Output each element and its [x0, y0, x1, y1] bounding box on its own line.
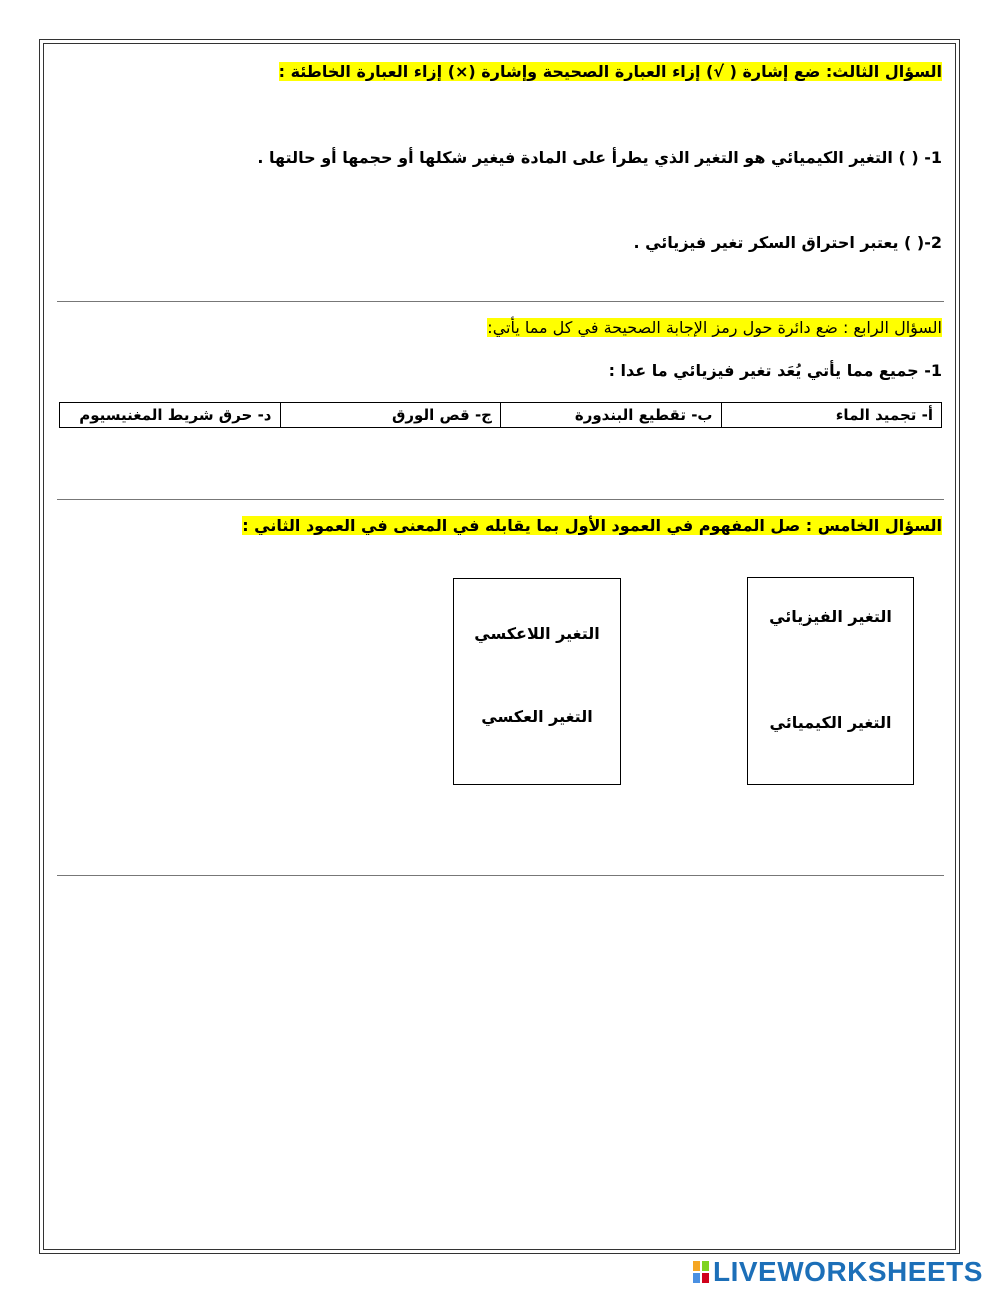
q3-item-1: 1- ( ) التغير الكيميائي هو التغير الذي يطرأ على المادة فيغير شكلها أو حجمها أو حالتها . — [257, 148, 942, 167]
meaning-reversible-change[interactable]: التغير العكسي — [481, 707, 593, 726]
q4-choices-table — [59, 402, 942, 428]
q3-title-text: السؤال الثالث: ضع إشارة ( √) إزاء العبارة الصحيحة وإشارة (×) إزاء العبارة الخاطئة : — [278, 62, 942, 81]
column-2-box — [453, 578, 621, 785]
choice-d[interactable]: د- حرق شريط المغنيسيوم — [79, 406, 272, 424]
section-divider — [57, 301, 944, 302]
q5-title-text: السؤال الخامس : صل المفهوم في العمود الأول بما يقابله في المعنى في العمود الثاني : — [242, 516, 942, 535]
column-1-box — [747, 577, 914, 785]
concept-chemical-change[interactable]: التغير الكيميائي — [769, 713, 892, 732]
q4-title-text: السؤال الرابع : ضع دائرة حول رمز الإجابة الصحيحة في كل مما يأتي: — [487, 318, 942, 337]
section-divider — [57, 875, 944, 876]
q4-question: 1- جميع مما يأتي يُعَد تغير فيزيائي ما عدا : — [608, 361, 942, 380]
logo-text: LIVEWORKSHEETS — [713, 1256, 983, 1287]
concept-physical-change[interactable]: التغير الفيزيائي — [769, 607, 892, 626]
liveworksheets-logo — [693, 1258, 983, 1286]
q4-title — [487, 318, 942, 337]
q5-title — [242, 516, 942, 535]
choice-b[interactable]: ب- تقطيع البندورة — [500, 403, 721, 427]
q3-title — [279, 62, 942, 81]
choice-a[interactable]: أ- تجميد الماء — [721, 403, 942, 427]
meaning-irreversible-change[interactable]: التغير اللاعكسي — [474, 624, 600, 643]
logo-blocks-icon — [693, 1261, 709, 1283]
choice-c[interactable]: ج- قص الورق — [280, 403, 501, 427]
section-divider — [57, 499, 944, 500]
q3-item-2: 2-( ) يعتبر احتراق السكر تغير فيزيائي . — [633, 233, 942, 252]
